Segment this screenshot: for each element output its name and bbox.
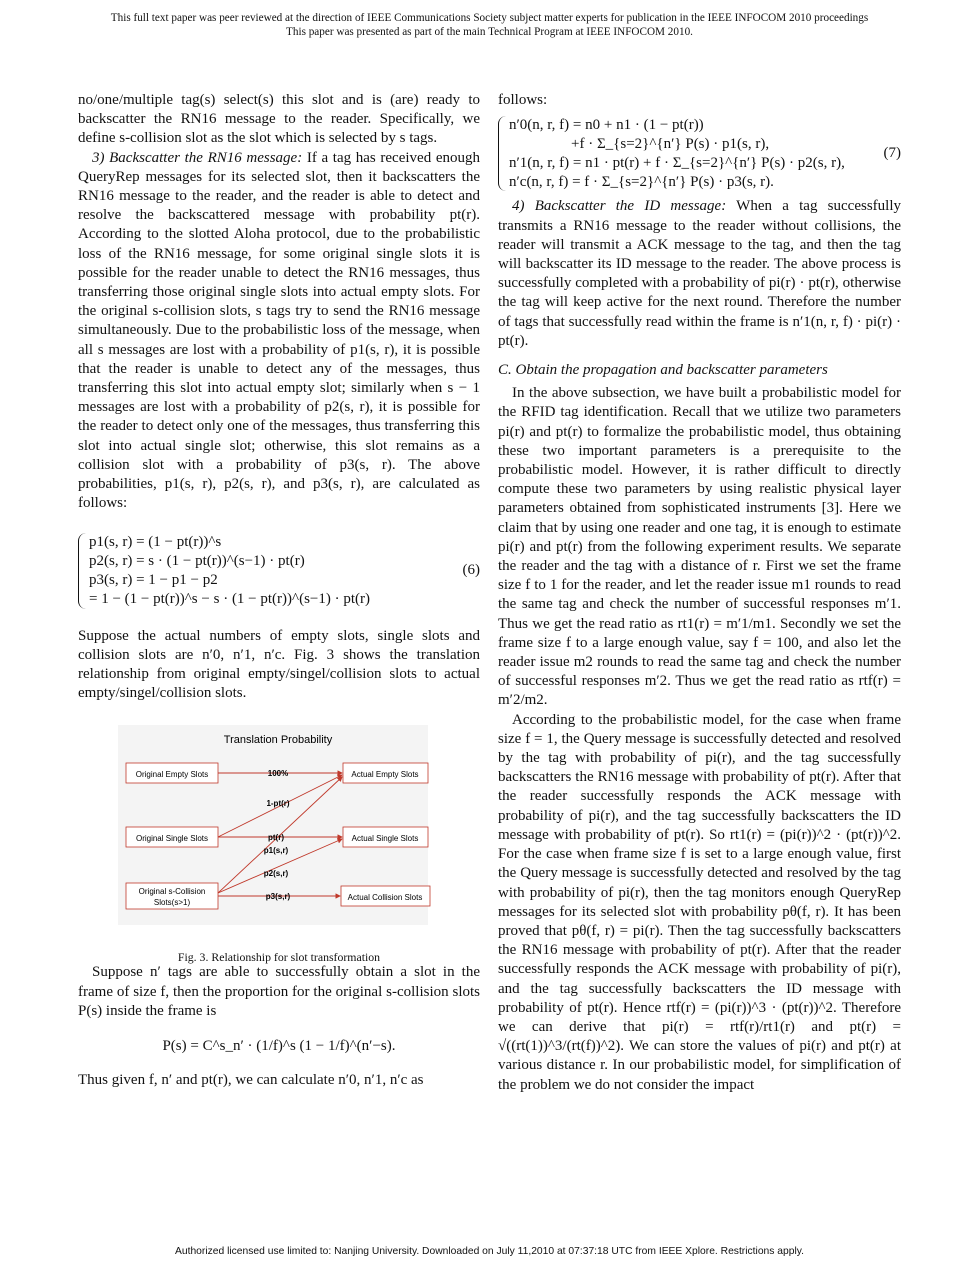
figure-3-caption: Fig. 3. Relationship for slot transformation <box>177 949 381 964</box>
equation-6-line: = 1 − (1 − pt(r))^s − s · (1 − pt(r))^(s−1) · pt(r) <box>89 590 371 607</box>
right-paragraph-1-body: When a tag successfully transmits a RN16 message to the reader without collisions, the reader will transmit a ACK message to the tag, and then the tag will backscatter its ID message to the reader. The above process is successfully completed with a probability of pi(r) · pt(r), otherwise the tag will keep active for the next round. Therefore the number of tags that successfully read within the frame is n′1(n, r, f) · pi(r) · pt(r). <box>498 198 901 349</box>
equation-7-line: +f · Σ_{s=2}^{n′} P(s) · p1(s, r), <box>571 136 770 152</box>
equation-6 <box>78 533 480 608</box>
left-paragraph-1: no/one/multiple tag(s) select(s) this slot and is (are) ready to backscatter the RN16 message to the reader. Specifically, we define s-collision slot as the slot which is selected by s tags. <box>78 92 480 147</box>
subsection-heading-id: 4) Backscatter the ID message: <box>512 198 727 215</box>
right-paragraph-1 <box>498 197 901 351</box>
right-follows: follows: <box>498 92 548 108</box>
equation-7-line: n′1(n, r, f) = n1 · pt(r) + f · Σ_{s=2}^{n′} P(s) · p2(s, r), <box>509 154 845 171</box>
actual-single-label: Actual Single Slots <box>351 834 419 844</box>
left-paragraph-4: Suppose n′ tags are able to successfully obtain a slot in the frame of size f, then the proportion for the original s-collision slots P(s) inside the frame is <box>78 964 480 1019</box>
equation-ps: P(s) = C^s_n′ · (1/f)^s (1 − 1/f)^(n′−s). <box>162 1038 396 1055</box>
actual-collision-label: Actual Collision Slots <box>347 893 423 903</box>
left-paragraph-2 <box>78 149 480 514</box>
equation-6-lines <box>78 533 456 608</box>
edge-label-1-pt: 1-pt(r) <box>266 799 290 809</box>
equation-6-number: (6) <box>462 562 480 579</box>
left-paragraph-2-body: If a tag has received enough QueryRep messages for its selected slot, then it backscatters the RN16 message to the reader, and the reader is able to detect and resolve the backscattered message with probability pt(r). According to the slotted Aloha protocol, due to the probabilistic loss of the RN16 message, for some original single slots it is possible for the reader unable to detect the RN16 messages, thus transferring those original single slots into actual empty slots. For the original s-collision slots, s tags try to send the RN16 message simultaneously. Due to the probabilistic loss of the message, when all s messages are lost with a probability of p1(s, r), it is possible that the reader is unable to detect any of the messages, thus transferring this slot into actual empty slot; similarly when s − 1 messages are lost with a probability of p2(s, r), it is possible for the reader to detect only one of the messages, thus transferring this slot into actual single slot; otherwise, this slot remains as a collision slot with a probability of p3(s, r). The above probabilities, p1(s, r), p2(s, r), and p3(s, r), are calculated as follows: <box>78 149 481 512</box>
equation-7-line: n′c(n, r, f) = f · Σ_{s=2}^{n′} P(s) · p3(s, r). <box>509 173 774 190</box>
equation-7 <box>498 116 901 191</box>
subsection-heading-rn16: 3) Backscatter the RN16 message: <box>92 149 303 166</box>
edge-label-p1: p1(s,r) <box>263 846 289 856</box>
original-empty-label: Original Empty Slots <box>135 770 209 780</box>
figure-3-diagram <box>78 725 480 937</box>
right-paragraph-3: According to the probabilistic model, for the case when frame size f = 1, the Query message is successfully detected and resolved by the tag with probability of pi(r), and the tag successfully backscatters the RN16 message with probability of pt(r). After that the reader successfully responds the ACK message with probability of pi(r), and the tag successfully backscatters the ID message with probability of pt(r). So rt1(r) = (pi(r))^2 · (pt(r))^2. For the case when frame size f is set to a large enough value, first the Query message is successfully detected and resolved by the tag with probability of pi(r), then the tag monitors enough QueryRep messages for its selected slot with probability pθ(f, r). It has been proved that pθ(f, r) = pi(r). Then the tag successfully backscatters the RN16 message with probability of pt(r). After that the reader successfully responds the ACK message with probability of pi(r), and the tag successfully backscatters the ID message with probability of pt(r). Hence rtf(r) = (pi(r))^3 · (pt(r))^2. Therefore we can derive that pi(r) = rtf(r)/rt1(r) and pt(r) = √((rt(1))^3/(rt(f))^2). We can store the values of pi(r) and pt(r) at various distance r. In our probabilistic model, for simplification of the problem we do not consider the impact <box>498 711 901 1093</box>
right-column <box>498 91 901 1095</box>
footer-license: Authorized licensed use limited to: Nanjing University. Downloaded on July 11,2010 at 07:37:18 UTC from IEEE Xplore. Restrictions apply. <box>175 1246 804 1257</box>
figure-title: Translation Probability <box>223 734 333 747</box>
equation-6-line: p2(s, r) = s · (1 − pt(r))^(s−1) · pt(r) <box>89 553 305 570</box>
original-collision-label-2: Slots(s>1) <box>153 898 191 908</box>
original-single-label: Original Single Slots <box>135 834 209 844</box>
left-column <box>78 91 480 1090</box>
actual-empty-label: Actual Empty Slots <box>351 770 419 780</box>
header-line-2: This paper was presented as part of the main Technical Program at IEEE INFOCOM 2010. <box>286 26 693 38</box>
edge-label-pt: pt(r) <box>268 833 284 843</box>
right-paragraph-2: In the above subsection, we have built a probabilistic model for the RFID tag identification. Recall that we utilize two parameters pi(r) and pt(r) to formalize the probabilistic model, thus obtaining these two important parameters is a prerequisite to the probabilistic model. However, it is rather difficult to directly compute these two parameters by using realistic physical layer parameters obtained from sophisticated instruments [3]. Here we claim that by using one reader and one tag, it is enough to estimate pi(r) and pt(r) from the following experiment results. We separate the reader and the tag with a distance of r. First we set the frame size f to 1 for the reader, and let the reader issue m1 rounds to read the same tag and check the number of successful responses m′1. Thus we get the read ratio as rt1(r) = m′1/m1. Secondly we set the frame size f to a large enough value, say f = 100, and also let the reader issue m2 rounds to read the same tag and check the number of successful responses m′2. Thus we get the read ratio as rtf(r) = m′2/m2. <box>498 385 901 709</box>
left-paragraph-5: Thus given f, n′ and pt(r), we can calculate n′0, n′1, n′c as <box>78 1072 424 1089</box>
section-heading-c: C. Obtain the propagation and backscatter parameters <box>498 362 828 379</box>
equation-7-line: n′0(n, r, f) = n0 + n1 · (1 − pt(r)) <box>509 117 704 134</box>
header-line-1: This full text paper was peer reviewed at the direction of IEEE Communications Society subject matter experts for publication in the IEEE INFOCOM 2010 proceedings <box>110 12 869 24</box>
edge-label-100: 100% <box>267 769 289 779</box>
equation-6-line: p3(s, r) = 1 − p1 − p2 <box>89 572 218 589</box>
edge-label-p3: p3(s,r) <box>265 892 291 902</box>
edge-label-p2: p2(s,r) <box>263 869 289 879</box>
equation-7-lines <box>498 116 877 191</box>
left-paragraph-3: Suppose the actual numbers of empty slots, single slots and collision slots are n′0, n′1, n′c. Fig. 3 shows the translation relationship from original empty/singel/collision slots to actual empty/singel/collision slots. <box>78 627 480 702</box>
figure-3 <box>78 725 480 964</box>
original-collision-label-1: Original s-Collision <box>138 887 206 897</box>
equation-7-number: (7) <box>883 145 901 162</box>
equation-6-line: p1(s, r) = (1 − pt(r))^s <box>89 534 222 551</box>
